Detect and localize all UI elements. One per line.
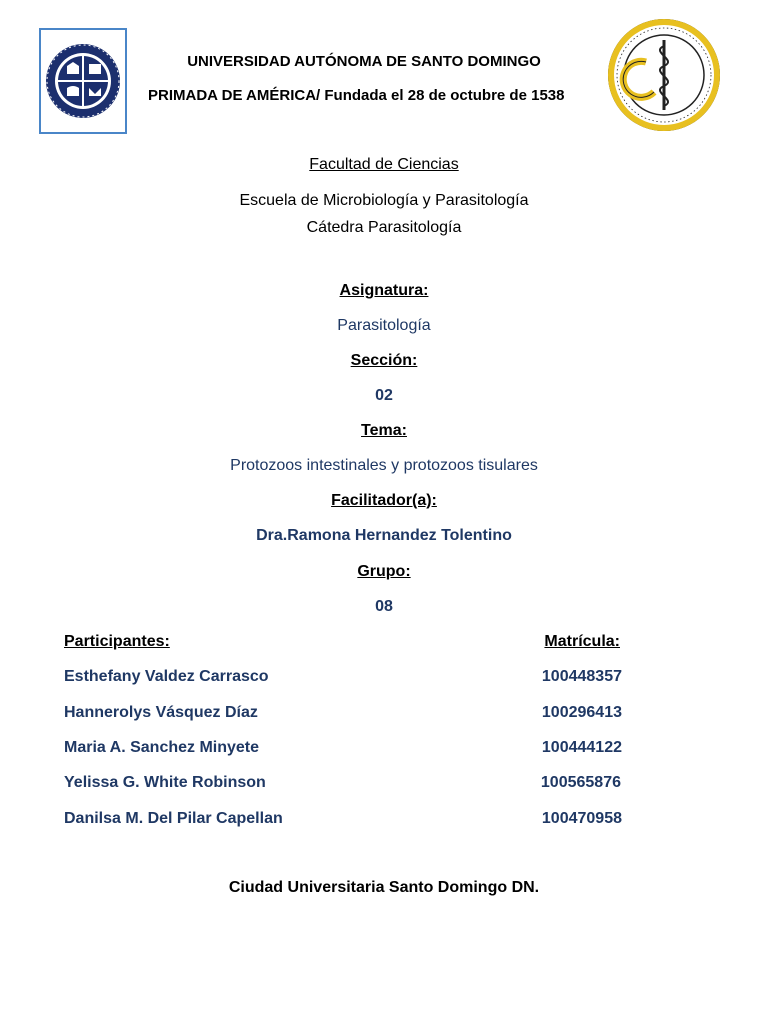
field-value-facilitator: Dra.Ramona Hernandez Tolentino	[256, 527, 512, 544]
field-value-topic: Protozoos intestinales y protozoos tisulares	[230, 457, 538, 474]
field-value-subject: Parasitología	[337, 317, 431, 334]
facultad-ciencias-salud-seal-icon	[606, 16, 722, 134]
participant-name: Esthefany Valdez Carrasco	[64, 668, 269, 685]
university-title: UNIVERSIDAD AUTÓNOMA DE SANTO DOMINGO	[187, 53, 541, 70]
participant-id: 100296413	[541, 704, 622, 721]
participant-id: 100470958	[541, 810, 622, 827]
participant-row	[64, 666, 622, 688]
participants-header-row	[64, 631, 620, 653]
field-label-facilitator: Facilitador(a):	[331, 492, 437, 509]
participant-row	[64, 772, 621, 794]
field-value-section: 02	[375, 387, 393, 404]
place-footer: Ciudad Universitaria Santo Domingo DN.	[228, 879, 540, 896]
field-label-topic: Tema:	[361, 422, 407, 439]
field-label-subject: Asignatura:	[339, 282, 429, 299]
field-value-group: 08	[375, 598, 393, 615]
field-label-section: Sección:	[350, 352, 418, 369]
id-header: Matrícula:	[544, 633, 620, 650]
field-label-group: Grupo:	[357, 563, 411, 580]
participant-row	[64, 808, 622, 830]
uasd-crest-icon	[39, 28, 127, 134]
participant-name: Yelissa G. White Robinson	[64, 774, 266, 791]
participants-header: Participantes:	[64, 633, 170, 650]
participant-row	[64, 702, 622, 724]
faculty-name: Facultad de Ciencias	[309, 156, 459, 173]
participant-name: Hannerolys Vásquez Díaz	[64, 704, 258, 721]
participant-row	[64, 737, 622, 759]
participant-name: Danilsa M. Del Pilar Capellan	[64, 810, 283, 827]
participant-name: Maria A. Sanchez Minyete	[64, 739, 260, 756]
participant-id: 100565876	[540, 774, 621, 791]
participant-id: 100448357	[541, 668, 622, 685]
founded-line: PRIMADA DE AMÉRICA/ Fundada el 28 de octubre de 1538	[148, 87, 565, 104]
chair-name: Cátedra Parasitología	[306, 219, 462, 236]
school-name: Escuela de Microbiología y Parasitología	[239, 192, 529, 209]
founded-line-clip	[128, 80, 608, 110]
participant-id: 100444122	[541, 739, 622, 756]
